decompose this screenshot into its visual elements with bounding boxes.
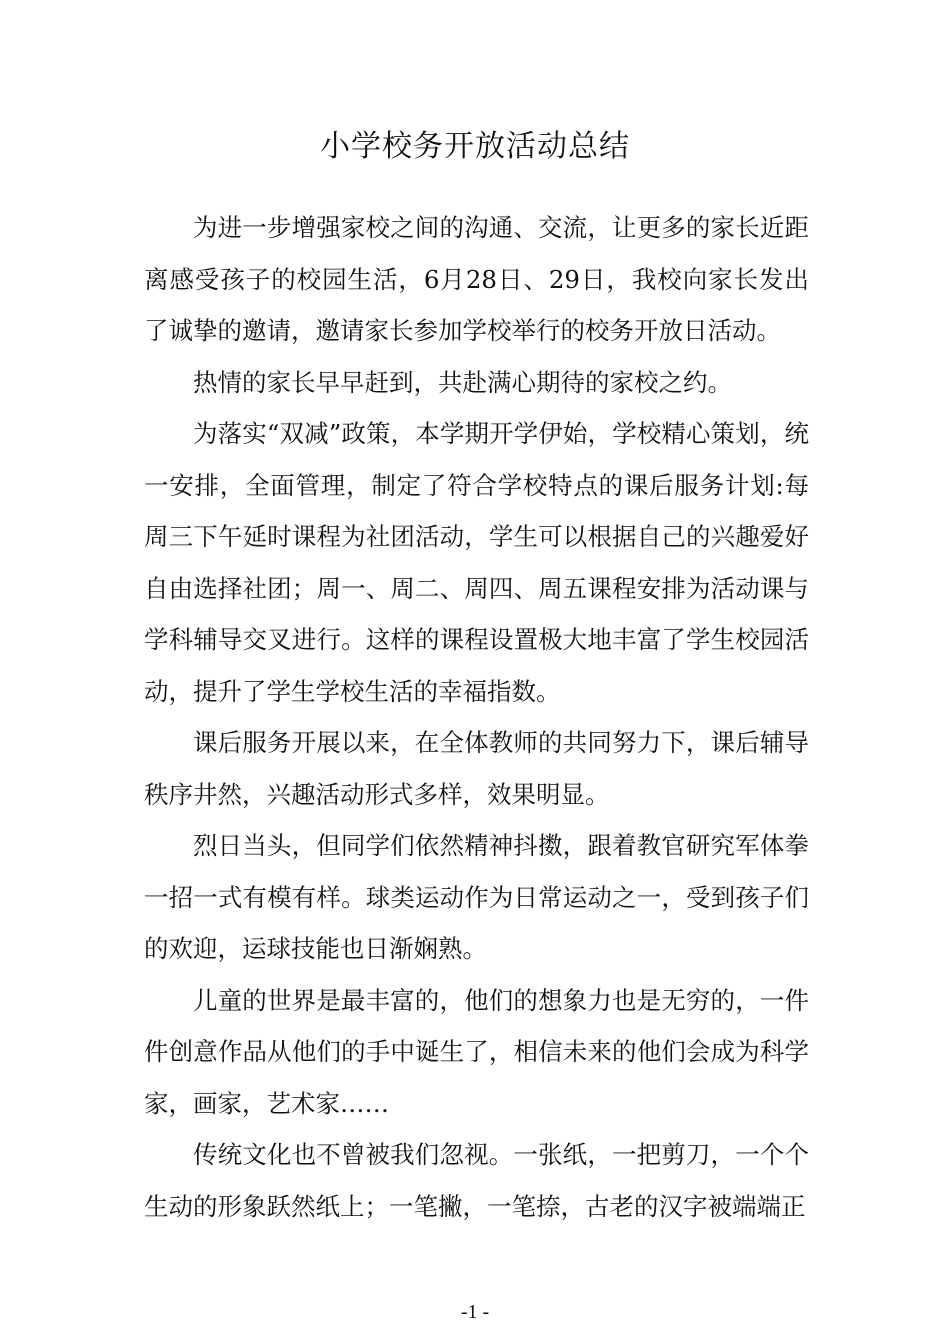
page-number: -1 - [460, 1301, 490, 1323]
paragraph: 课后服务开展以来，在全体教师的共同努力下，课后辅导秩序井然，兴趣活动形式多样，效果明显。 [144, 728, 809, 809]
paragraph: 烈日当头，但同学们依然精神抖擞，跟着教官研究军体拳一招一式有模有样。球类运动作为日常运动之一，受到孩子们的欢迎，运球技能也日渐娴熟。 [144, 831, 809, 963]
paragraph: 儿童的世界是最丰富的，他们的想象力也是无穷的，一件件创意作品从他们的手中诞生了，相信未来的他们会成为科学家，画家，艺术家…… [144, 985, 809, 1118]
paragraph: 热情的家长早早赶到，共赴满心期待的家校之约。 [193, 367, 732, 397]
document-body [144, 202, 809, 1232]
paragraph: 传统文化也不曾被我们忽视。一张纸，一把剪刀，一个个生动的形象跃然纸上；一笔撇，一笔捺，古老的汉字被端端正 [144, 1140, 809, 1221]
paragraph: 为进一步增强家校之间的沟通、交流，让更多的家长近距离感受孩子的校园生活，6月28日、29日，我校向家长发出了诚挚的邀请，邀请家长参加学校举行的校务开放日活动。 [144, 213, 809, 345]
paragraph: 为落实“双减”政策，本学期开学伊始，学校精心策划，统一安排，全面管理，制定了符合学校特点的课后服务计划:每周三下午延时课程为社团活动，学生可以根据自己的兴趣爱好自由选择社团；周一、周二、周四、周五课程安排为活动课与学科辅导交叉进行。这样的课程设置极大地丰富了学生校园活动，提升了学生学校生活的幸福指数。 [144, 419, 809, 706]
document-title: 小学校务开放活动总结 [320, 129, 630, 164]
